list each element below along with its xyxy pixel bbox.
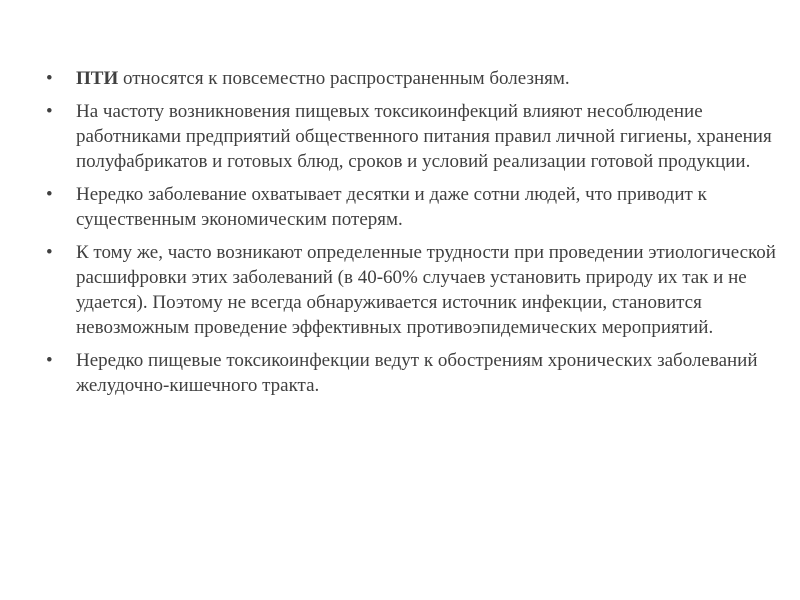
bullet-dot-icon: •	[46, 101, 53, 122]
bullet-item	[46, 240, 786, 340]
bullet-dot-icon: •	[46, 242, 53, 263]
bullet-text: Нередко заболевание охватывает десятки и даже сотни людей, что приводит к существенным экономическим потерям.	[76, 184, 707, 230]
bullet-item	[46, 348, 786, 398]
bullet-text: На частоту возникновения пищевых токсикоинфекций влияют несоблюдение работниками предприятий общественного питания правил личной гигиены, хранения полуфабрикатов и готовых блюд, сроков и условий реализации готовой продукции.	[76, 101, 772, 172]
bullet-bold-term: ПТИ	[76, 68, 119, 89]
bullet-dot-icon: •	[46, 184, 53, 205]
bullet-body-text: относятся к повсеместно распространенным болезням.	[118, 68, 570, 89]
bullet-text	[76, 66, 786, 91]
bullet-item	[46, 182, 786, 232]
bullet-list	[46, 66, 786, 406]
bullet-dot-icon: •	[46, 350, 53, 371]
bullet-text: Нередко пищевые токсикоинфекции ведут к обострениям хронических заболеваний желудочно-кишечного тракта.	[76, 350, 758, 396]
bullet-dot-icon: •	[46, 68, 53, 89]
bullet-item	[46, 66, 786, 91]
bullet-item	[46, 99, 786, 174]
bullet-text: К тому же, часто возникают определенные трудности при проведении этиологической расшифровки этих заболеваний (в 40-60% случаев установить природу их так и не удается). Поэтому не всегда обнаруживается источник инфекции, становится невозможным проведение эффективных противоэпидемических мероприятий.	[76, 242, 776, 338]
